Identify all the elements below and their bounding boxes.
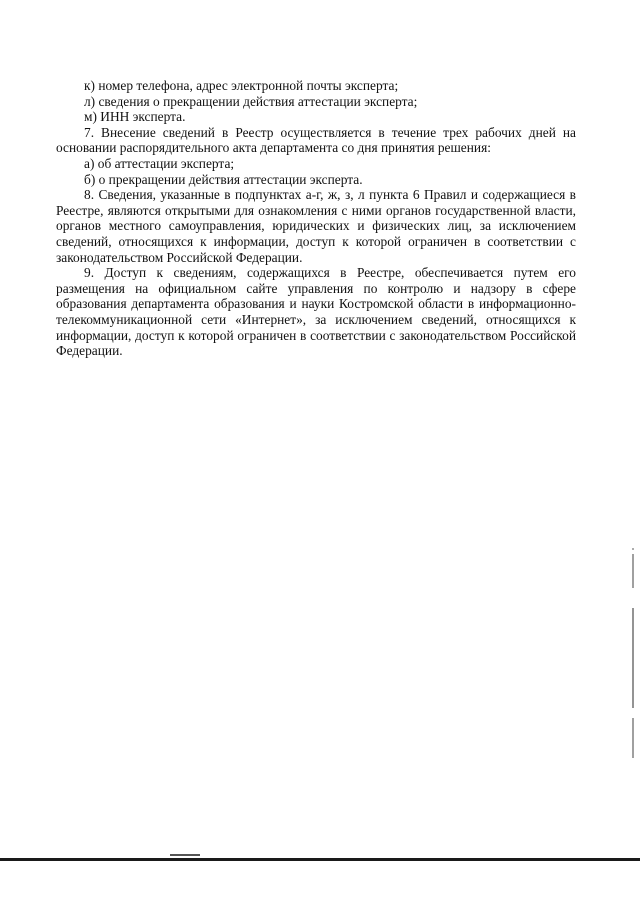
- paragraph-7: 7. Внесение сведений в Реестр осуществляется в течение трех рабочих дней на основании распорядительного акта департамента со дня принятия решения:: [56, 124, 576, 156]
- document-body: [56, 78, 576, 359]
- scan-bottom-line: [0, 858, 640, 861]
- paragraph-9: 9. Доступ к сведениям, содержащихся в Реестре, обеспечивается путем его размещения на официальном сайте управления по контролю и надзору в сфере образования департамента образования и науки Костромской области в информационно-телекоммуникационной сети «Интернет», за исключением сведений, относящихся к информации, доступ к которой ограничен в соответствии с законодательством Российской Федерации.: [56, 265, 576, 359]
- list-item-k: к) номер телефона, адрес электронной почты эксперта;: [84, 78, 399, 93]
- list-item-a: а) об аттестации эксперта;: [84, 155, 235, 171]
- list-item-l: л) сведения о прекращении действия аттестации эксперта;: [84, 93, 418, 109]
- list-item-m: м) ИНН эксперта.: [84, 109, 186, 125]
- scan-edge-artifact: [632, 548, 634, 758]
- paragraph-8: 8. Сведения, указанные в подпунктах а-г, ж, з, л пункта 6 Правил и содержащиеся в Реестре, являются открытыми для ознакомления с ними органов государственной власти, органов местного самоуправления, юридических и физических лиц, за исключением сведений, относящихся к информации, доступ к которой ограничен в соответствии с законодательством Российской Федерации.: [56, 187, 576, 265]
- scan-mark-artifact: [170, 854, 200, 856]
- list-item-b: б) о прекращении действия аттестации эксперта.: [84, 171, 363, 187]
